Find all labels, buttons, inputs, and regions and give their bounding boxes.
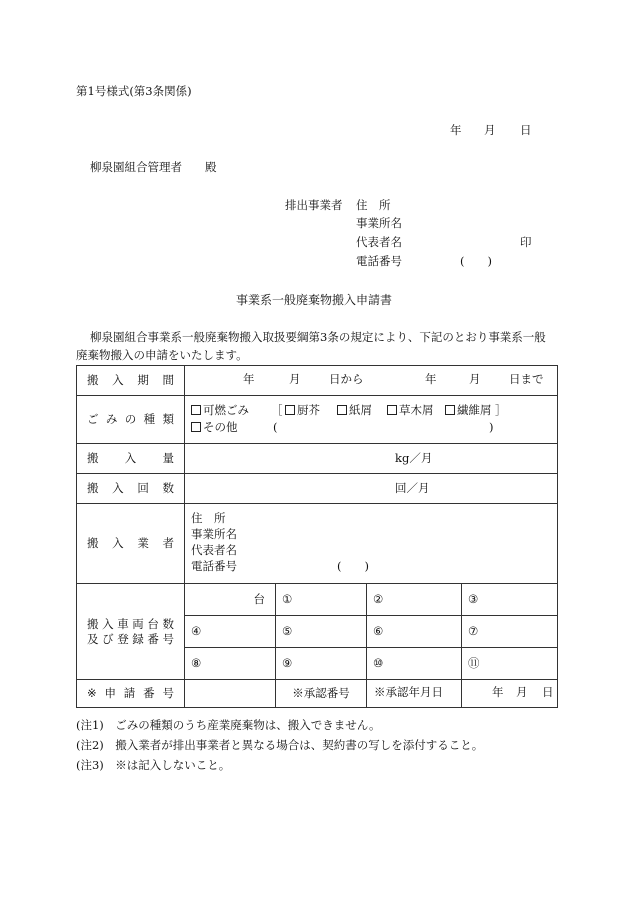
document-title: 事業系一般廃棄物搬入申請書	[236, 293, 393, 307]
approval-number-label: ※承認番号	[276, 680, 367, 708]
label-char: 番	[147, 631, 159, 646]
carrier-phone-label: 電話番号	[191, 558, 237, 573]
carrier-label-cell	[77, 504, 185, 584]
vehicle-cell-8[interactable]: ⑧	[185, 648, 276, 680]
period-year-2: 年	[425, 371, 437, 386]
waste-type-label	[87, 412, 174, 426]
waste-fiber-option[interactable]: 繊維屑	[445, 404, 492, 418]
label-char: 号	[162, 631, 174, 646]
period-value-cell[interactable]	[185, 366, 558, 396]
waste-bracket-close: ］	[495, 402, 507, 417]
label-char: 類	[162, 412, 174, 427]
period-month-2: 月	[469, 371, 481, 386]
waste-other-option[interactable]: その他	[191, 421, 238, 435]
applicant-role: 排出事業者	[285, 198, 343, 212]
vehicles-label-cell	[77, 584, 185, 680]
waste-type-row	[77, 396, 558, 444]
amount-value-cell[interactable]	[185, 444, 558, 474]
carrier-value-cell[interactable]	[185, 504, 558, 584]
amount-unit: kg／月	[395, 451, 433, 466]
label-char: 申	[104, 686, 116, 701]
addressee: 柳泉園組合管理者	[90, 160, 182, 174]
vehicle-cell-5[interactable]: ⑤	[276, 616, 367, 648]
period-label	[87, 373, 174, 387]
carrier-row	[77, 504, 558, 584]
applicant-business-name-label: 事業所名	[356, 216, 402, 230]
application-number-label-cell	[77, 680, 185, 708]
label-char: 搬	[87, 451, 99, 466]
note-2: (注2) 搬入業者が排出事業者と異なる場合は、契約書の写しを添付すること。	[76, 738, 484, 752]
date-day: 日	[520, 123, 532, 137]
label-char: 入	[112, 536, 124, 551]
approval-date-day: 日	[542, 684, 554, 699]
waste-other-paren-open: (	[273, 419, 278, 434]
label-char: 録	[132, 631, 144, 646]
count-value-cell[interactable]	[185, 474, 558, 504]
label-char: 入	[112, 481, 124, 496]
note-1: (注1) ごみの種類のうち産業廃棄物は、搬入できません。	[76, 718, 381, 732]
waste-kitchen-option[interactable]: 厨芥	[285, 404, 320, 418]
count-unit: 回／月	[395, 481, 430, 496]
vehicle-count-unit: 台	[253, 592, 265, 607]
vehicle-cell-7[interactable]: ⑦	[462, 616, 558, 648]
amount-row	[77, 444, 558, 474]
vehicle-cell-2[interactable]: ②	[367, 584, 462, 616]
approval-date-cell	[374, 680, 558, 708]
count-label	[87, 481, 174, 495]
date-month: 月	[484, 123, 496, 137]
vehicles-label-line-2	[87, 632, 174, 646]
label-char: 間	[162, 373, 174, 388]
label-char: 入	[124, 451, 137, 466]
applicant-phone-label: 電話番号	[356, 254, 402, 268]
label-char: 入	[102, 617, 114, 632]
label-char: の	[124, 412, 137, 427]
seal-mark: 印	[520, 235, 532, 249]
carrier-phone-parens: ( )	[337, 558, 369, 573]
note-3: (注3) ※は記入しないこと。	[76, 758, 231, 772]
label-char: 請	[123, 686, 136, 701]
label-char: 登	[117, 631, 129, 646]
label-char: 量	[162, 451, 174, 466]
label-char: 搬	[87, 617, 99, 632]
vehicle-cell-6[interactable]: ⑥	[367, 616, 462, 648]
vehicle-cell-3[interactable]: ③	[462, 584, 558, 616]
vehicle-count-cell[interactable]	[185, 584, 276, 616]
period-row	[77, 366, 558, 396]
vehicles-label-line-1	[87, 617, 174, 631]
label-char: 両	[132, 617, 144, 632]
label-char: み	[105, 412, 118, 427]
approval-date-year: 年	[492, 684, 504, 699]
intro-line-1: 柳泉園組合事業系一般廃棄物搬入取扱要綱第3条の規定により、下記のとおり事業系一般	[90, 330, 546, 344]
waste-grass-wood-option[interactable]: 草木屑	[387, 404, 434, 418]
carrier-representative-label: 代表者名	[191, 542, 237, 557]
label-char: 号	[162, 686, 174, 701]
approval-date-label: ※承認年月日	[374, 684, 443, 699]
official-use-row	[77, 680, 558, 708]
vehicle-cell-9[interactable]: ⑨	[276, 648, 367, 680]
date-year: 年	[450, 123, 462, 137]
label-char: 者	[162, 536, 174, 551]
vehicle-cell-10[interactable]: ⑩	[367, 648, 462, 680]
amount-label	[87, 451, 174, 465]
checkbox-icon	[285, 405, 295, 415]
count-label-cell	[77, 474, 185, 504]
vehicles-row-1	[77, 584, 558, 616]
carrier-business-name-label: 事業所名	[191, 526, 237, 541]
waste-combustible-option[interactable]: 可燃ごみ	[191, 404, 249, 418]
amount-label-cell	[77, 444, 185, 474]
applicant-representative-label: 代表者名	[356, 235, 402, 249]
label-char: び	[102, 631, 114, 646]
label-char: 搬	[87, 536, 99, 551]
label-char: 及	[87, 631, 99, 646]
vehicle-cell-11[interactable]: ⑪	[462, 648, 558, 680]
label-char: 期	[137, 373, 149, 388]
waste-other-paren-close: )	[489, 419, 494, 434]
intro-line-2: 廃棄物搬入の申請をいたします。	[76, 348, 248, 362]
label-char: 台	[147, 617, 159, 632]
checkbox-icon	[191, 405, 201, 415]
label-char: 入	[112, 373, 124, 388]
carrier-address-label: 住 所	[191, 510, 226, 525]
application-table	[76, 365, 558, 708]
vehicle-cell-4[interactable]: ④	[185, 616, 276, 648]
label-char: 業	[137, 536, 149, 551]
period-year-1: 年	[243, 371, 255, 386]
checkbox-icon	[337, 405, 347, 415]
label-char: 種	[143, 412, 156, 427]
waste-type-label-cell	[77, 396, 185, 444]
label-char: ご	[87, 412, 99, 427]
checkbox-icon	[191, 422, 201, 432]
label-char: 搬	[87, 373, 99, 388]
checkbox-icon	[387, 405, 397, 415]
waste-bracket-open: ［	[271, 402, 283, 417]
application-number-label	[87, 686, 174, 700]
period-month-1: 月	[289, 371, 301, 386]
label-char: 番	[143, 686, 155, 701]
label-char: 車	[117, 617, 129, 632]
applicant-address-label: 住 所	[356, 198, 391, 212]
label-char: 搬	[87, 481, 99, 496]
form-number: 第1号様式(第3条関係)	[76, 84, 192, 98]
checkbox-icon	[445, 405, 455, 415]
waste-paper-option[interactable]: 紙屑	[337, 404, 372, 418]
label-char: 回	[137, 481, 149, 496]
period-day-from: 日から	[329, 371, 364, 386]
label-char: ※	[87, 686, 97, 701]
waste-type-value-cell	[185, 396, 558, 444]
application-number-value	[185, 680, 276, 708]
vehicle-cell-1[interactable]: ①	[276, 584, 367, 616]
period-label-cell	[77, 366, 185, 396]
label-char: 数	[162, 481, 174, 496]
approval-date-month: 月	[516, 684, 528, 699]
carrier-label	[87, 536, 174, 550]
count-row	[77, 474, 558, 504]
applicant-phone-parens: ( )	[460, 254, 492, 268]
addressee-honorific: 殿	[205, 160, 217, 174]
label-char: 数	[162, 617, 174, 632]
period-day-to: 日まで	[509, 371, 544, 386]
